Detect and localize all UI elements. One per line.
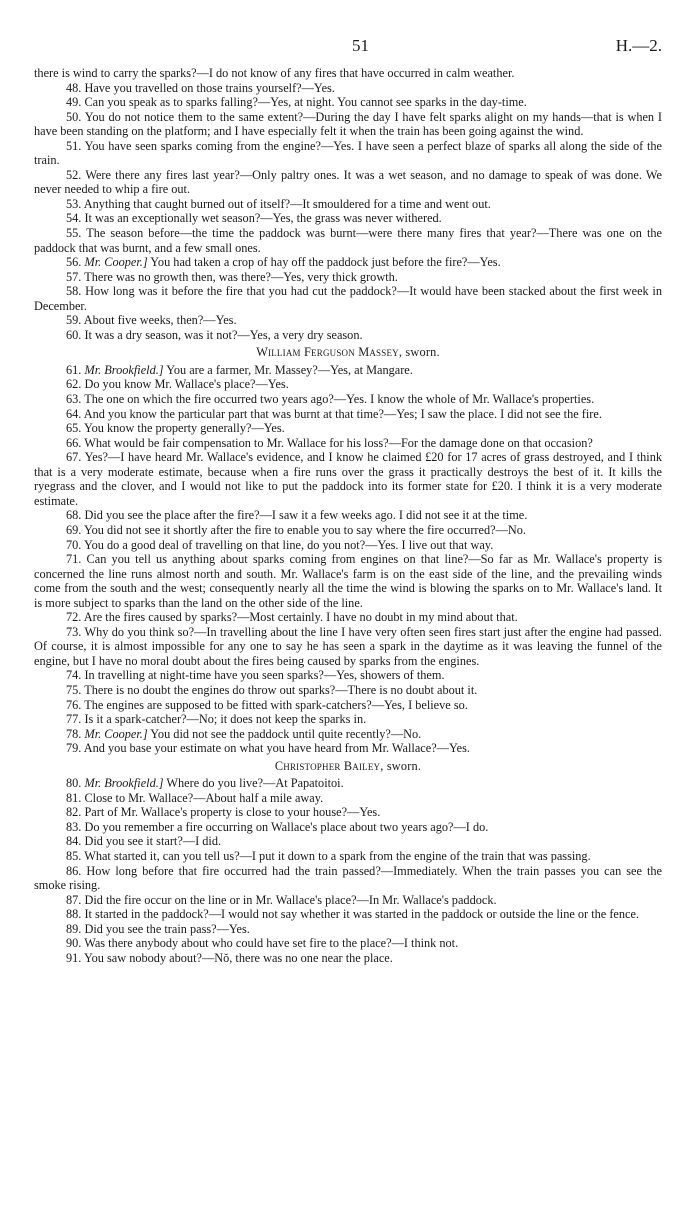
question-answer-paragraph: 48. Have you travelled on those trains yourself?—Yes. — [66, 80, 335, 95]
question-answer-paragraph: 82. Part of Mr. Wallace's property is close to your house?—Yes. — [66, 805, 381, 820]
speaker-name: Mr. Brookfield.] — [84, 776, 164, 791]
question-number: 80. — [66, 776, 85, 791]
page-header — [34, 36, 662, 66]
question-answer-paragraph: 74. In travelling at night-time have you seen sparks?—Yes, showers of them. — [66, 668, 445, 683]
question-answer-paragraph: 49. Can you speak as to sparks falling?—Yes, at night. You cannot see sparks in the day-time. — [66, 95, 527, 110]
question-answer-paragraph: 60. It was a dry season, was it not?—Yes, a very dry season. — [66, 327, 363, 342]
witness-sworn: , sworn. — [380, 758, 422, 773]
question-answer-paragraph: 90. Was there anybody about who could have set fire to the place?—I think not. — [66, 936, 459, 951]
question-answer-paragraph: 63. The one on which the fire occurred two years ago?—Yes. I know the whole of Mr. Wallace's properties. — [66, 392, 595, 407]
question-text: You did not see the paddock until quite recently?—No. — [147, 726, 422, 741]
question-number: 78. — [66, 726, 85, 741]
question-answer-paragraph: 57. There was no growth then, was there?—Yes, very thick growth. — [66, 269, 398, 284]
question-answer-paragraph: 67. Yes?—I have heard Mr. Wallace's evidence, and I know he claimed £20 for 17 acres of grass destroyed, and I think that is a very moderate estimate, because when a fire runs over the grass it practically destroys the best of it. It kills the ryegrass and the clover, and I would not like to put the paddock into its former state for £20. I think it is a very moderate estimate. — [34, 450, 662, 508]
question-answer-paragraph: 50. You do not notice them to the same extent?—During the day I have felt sparks alight on my hands—that is when I have been standing on the platform; and I have especially felt it when the train has been going against the wind. — [34, 109, 662, 139]
question-answer-paragraph: 81. Close to Mr. Wallace?—About half a mile away. — [66, 790, 324, 805]
question-answer-paragraph: 75. There is no doubt the engines do throw out sparks?—There is no doubt about it. — [66, 682, 478, 697]
speaker-name: Mr. Brookfield.] — [84, 362, 164, 377]
question-text: Where do you live?—At Papatoitoi. — [163, 776, 344, 791]
question-answer-paragraph: 66. What would be fair compensation to Mr. Wallace for his loss?—For the damage done on that occasion? — [66, 435, 593, 450]
witness-name: William Ferguson Massey — [256, 345, 399, 360]
question-answer-paragraph: 85. What started it, can you tell us?—I put it down to a spark from the engine of the train that was passing. — [66, 848, 591, 863]
speaker-name: Mr. Cooper.] — [84, 726, 148, 741]
document-page — [34, 36, 662, 965]
question-answer-paragraph — [34, 727, 662, 742]
question-answer-paragraph: 72. Are the fires caused by sparks?—Most certainly. I have no doubt in my mind about that. — [66, 610, 518, 625]
question-answer-paragraph — [34, 776, 662, 791]
question-answer-paragraph: 91. You saw nobody about?—Nŏ, there was no one near the place. — [66, 950, 393, 965]
speaker-name: Mr. Cooper.] — [84, 255, 148, 270]
question-answer-paragraph: 64. And you know the particular part that was burnt at that time?—Yes; I saw the place. I did not see the fire. — [66, 406, 602, 421]
question-text: You are a farmer, Mr. Massey?—Yes, at Mangare. — [163, 362, 413, 377]
question-number: 61. — [66, 362, 85, 377]
question-answer-paragraph: 84. Did you see it start?—I did. — [66, 834, 222, 849]
question-answer-paragraph: 51. You have seen sparks coming from the engine?—Yes. I have seen a perfect blaze of sparks all along the side of the train. — [34, 138, 662, 168]
document-reference: H.—2. — [615, 36, 662, 55]
question-answer-paragraph: 89. Did you see the train pass?—Yes. — [66, 921, 250, 936]
witness-name: Christopher Bailey — [274, 758, 381, 773]
question-answer-paragraph: 76. The engines are supposed to be fitted with spark-catchers?—Yes, I believe so. — [66, 697, 468, 712]
evidence-section-1 — [34, 66, 662, 342]
witness-heading — [34, 759, 662, 774]
question-answer-paragraph — [34, 255, 662, 270]
question-answer-paragraph: 71. Can you tell us anything about sparks coming from engines on that line?—So far as Mr. Wallace's property is concerned the line runs almost north and south. Mr. Wallace's farm is on the east side of the line, and the prevailing winds come from the south and the west; consequently nearly all the time the wind is blowing the sparks on to Mr. Wallace's land. It is more subject to sparks than the land on the other side of the line. — [34, 552, 662, 610]
page-body — [34, 66, 662, 965]
question-answer-paragraph: 73. Why do you think so?—In travelling about the line I have very often seen fires start just after the engine had passed. Of course, it is almost impossible for any one to say he has seen a spark in the daytime as it was leaving the funnel of the engine, but I have no moral doubt about the fires being caused by sparks from the engines. — [34, 624, 662, 668]
question-answer-paragraph: 86. How long before that fire occurred had the train passed?—Immediately. When the train passes you can see the smoke rising. — [34, 863, 662, 893]
witness-heading — [34, 345, 662, 360]
witness-sworn: , sworn. — [398, 345, 440, 360]
evidence-section-3 — [34, 776, 662, 965]
question-answer-paragraph — [34, 363, 662, 378]
question-answer-paragraph: 59. About five weeks, then?—Yes. — [66, 313, 237, 328]
question-answer-paragraph: 62. Do you know Mr. Wallace's place?—Yes. — [66, 377, 289, 392]
question-answer-paragraph: there is wind to carry the sparks?—I do not know of any fires that have occurred in calm weather. — [34, 66, 515, 80]
question-answer-paragraph: 58. How long was it before the fire that you had cut the paddock?—It would have been stacked about the first week in December. — [34, 284, 662, 313]
question-answer-paragraph: 65. You know the property generally?—Yes. — [66, 421, 285, 436]
question-answer-paragraph: 54. It was an exceptionally wet season?—Yes, the grass was never withered. — [66, 211, 442, 226]
question-answer-paragraph: 87. Did the fire occur on the line or in Mr. Wallace's place?—In Mr. Wallace's paddock. — [66, 892, 497, 907]
question-answer-paragraph: 68. Did you see the place after the fire?—I saw it a few weeks ago. I did not see it at the time. — [66, 508, 528, 523]
question-answer-paragraph: 83. Do you remember a fire occurring on Wallace's place about two years ago?—I do. — [66, 819, 489, 834]
question-text: You had taken a crop of hay off the paddock just before the fire?—Yes. — [147, 255, 501, 270]
page-number: 51 — [352, 36, 369, 55]
question-answer-paragraph: 79. And you base your estimate on what you have heard from Mr. Wallace?—Yes. — [66, 741, 470, 756]
question-answer-paragraph: 52. Were there any fires last year?—Only paltry ones. It was a wet season, and no damage to speak of was done. We never needed to whip a fire out. — [34, 167, 662, 197]
question-number: 56. — [66, 255, 85, 270]
question-answer-paragraph: 70. You do a good deal of travelling on that line, do you not?—Yes. I live out that way. — [66, 537, 494, 552]
question-answer-paragraph: 77. Is it a spark-catcher?—No; it does not keep the sparks in. — [66, 712, 367, 727]
question-answer-paragraph: 69. You did not see it shortly after the fire to enable you to say where the fire occurred?—No. — [66, 522, 526, 537]
question-answer-paragraph: 55. The season before—the time the paddock was burnt—were there many fires that year?—There was one on the paddock that was burnt, and a few small ones. — [34, 226, 662, 255]
evidence-section-2 — [34, 363, 662, 756]
question-answer-paragraph: 88. It started in the paddock?—I would not say whether it was started in the paddock or outside the line or the fence. — [66, 907, 640, 922]
question-answer-paragraph: 53. Anything that caught burned out of itself?—It smouldered for a time and went out. — [66, 196, 491, 211]
